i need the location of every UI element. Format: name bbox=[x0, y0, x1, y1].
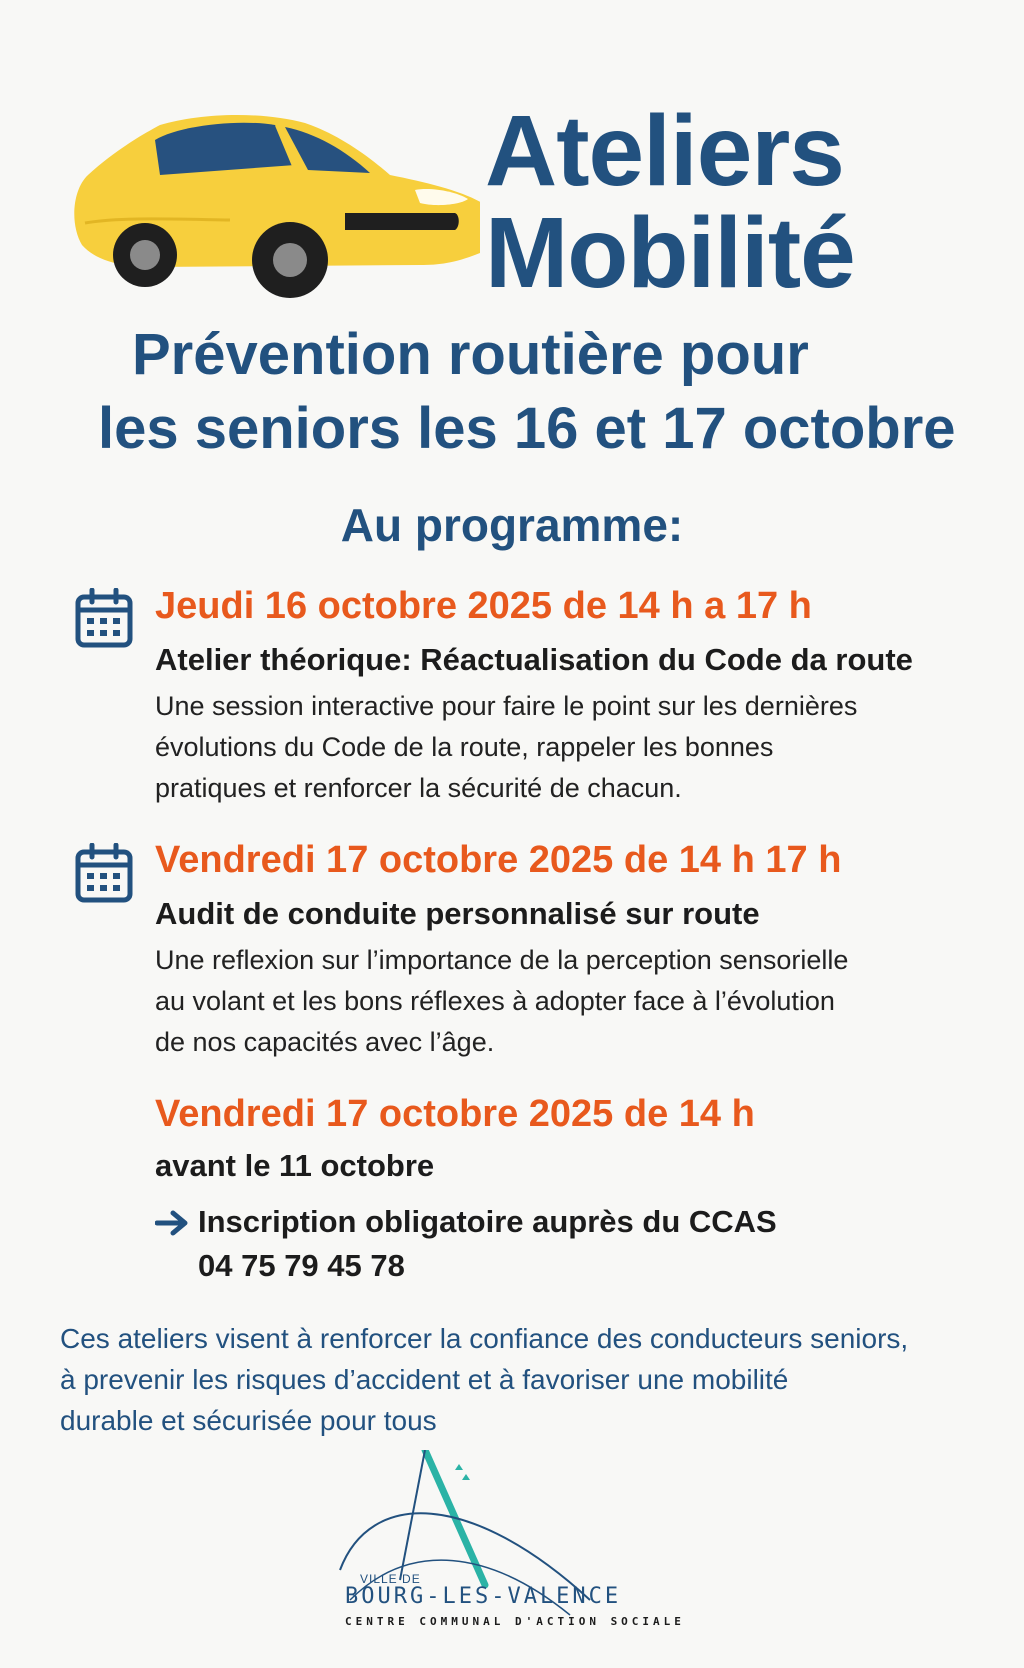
session-2-desc-line: au volant et les bons réflexes à adopter face à l’évolution bbox=[155, 986, 835, 1016]
closing-paragraph bbox=[60, 1318, 908, 1441]
programme-heading: Au programme: bbox=[340, 499, 684, 551]
session-1-desc-line: pratiques et renforcer la sécurité de chacun. bbox=[155, 773, 682, 803]
title-line-1: Ateliers bbox=[485, 95, 844, 207]
session-2-desc-line: de nos capacités avec l’âge. bbox=[155, 1027, 495, 1057]
page-title bbox=[485, 95, 855, 309]
subtitle-line-2: les seniors les 16 et 17 octobre bbox=[98, 396, 956, 461]
logo-sub-text: CENTRE COMMUNAL D'ACTION SOCIALE bbox=[345, 1615, 685, 1628]
session-2-description bbox=[155, 940, 848, 1063]
title-line-2: Mobilité bbox=[485, 197, 855, 309]
registration-deadline: avant le 11 octobre bbox=[155, 1148, 435, 1183]
session-2-title: Audit de conduite personnalisé sur route bbox=[155, 896, 760, 931]
ccas-logo bbox=[330, 1450, 670, 1640]
session-2-date: Vendredi 17 octobre 2025 de 14 h 17 h bbox=[155, 839, 842, 881]
arrow-right-icon bbox=[155, 1210, 189, 1236]
calendar-icon bbox=[75, 843, 133, 903]
session-1-desc-line: Une session interactive pour faire le point sur les dernières bbox=[155, 691, 858, 721]
closing-line: Ces ateliers visent à renforcer la confiance des conducteurs seniors, bbox=[60, 1323, 909, 1354]
calendar-icon bbox=[75, 588, 133, 648]
session-2-desc-line: Une reflexion sur l’importance de la perception sensorielle bbox=[155, 945, 849, 975]
closing-line: durable et sécurisée pour tous bbox=[60, 1405, 437, 1436]
inscription-text: Inscription obligatoire auprès du CCAS bbox=[198, 1204, 777, 1239]
car-illustration bbox=[60, 95, 480, 310]
session-1-date: Jeudi 16 octobre 2025 de 14 h a 17 h bbox=[155, 585, 812, 627]
session-1-description bbox=[155, 686, 857, 809]
closing-line: à prevenir les risques d’accident et à favoriser une mobilité bbox=[60, 1364, 789, 1395]
inscription-info bbox=[198, 1200, 777, 1288]
session-1-desc-line: évolutions du Code de la route, rappeler les bonnes bbox=[155, 732, 774, 762]
session-3-date: Vendredi 17 octobre 2025 de 14 h bbox=[155, 1093, 755, 1135]
session-1-title: Atelier théorique: Réactualisation du Code da route bbox=[155, 642, 913, 677]
subtitle-line-1: Prévention routière pour bbox=[132, 322, 809, 387]
subtitle bbox=[60, 318, 1020, 466]
logo-main-text: BOURG-LES-VALENCE bbox=[345, 1584, 622, 1609]
logo-small-text: VILLE DE bbox=[360, 1572, 421, 1586]
phone-number: 04 75 79 45 78 bbox=[198, 1248, 405, 1283]
